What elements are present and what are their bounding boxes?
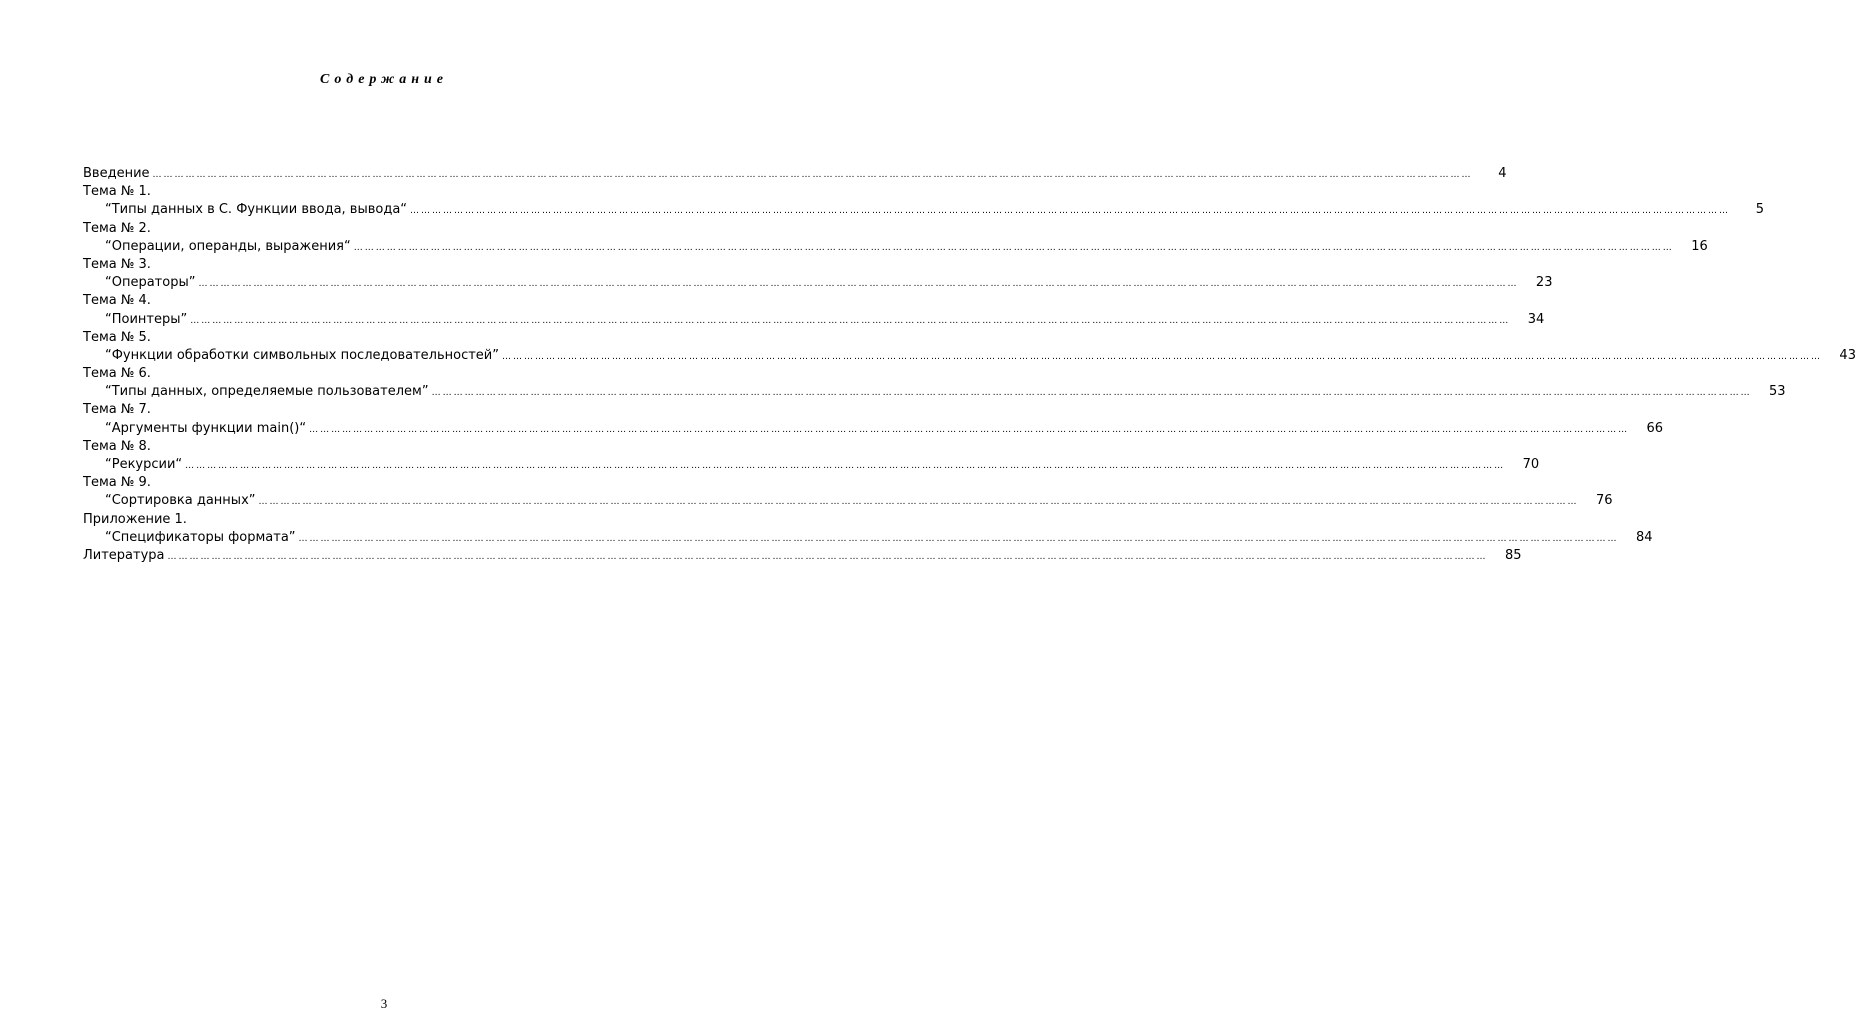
toc-heading-topic3 bbox=[83, 256, 687, 274]
toc-heading-topic8 bbox=[83, 438, 687, 456]
toc-heading-label: Тема № 3. bbox=[83, 256, 151, 272]
toc-heading-topic2 bbox=[83, 220, 687, 238]
toc-heading-topic9 bbox=[83, 474, 687, 492]
toc-page-number: 5 bbox=[1755, 202, 1765, 218]
toc-heading-appendix1 bbox=[83, 511, 687, 529]
toc-page-number: 76 bbox=[1595, 493, 1613, 509]
toc-entry-label: “Спецификаторы формата” bbox=[105, 529, 296, 545]
dot-leader: ……………………………………………………………………………………………………………………………………………………………………………………………………………………………………………………………………………………………………………………………… bbox=[298, 533, 1619, 544]
toc-heading-label: Тема № 5. bbox=[83, 329, 151, 345]
dot-leader: ……………………………………………………………………………………………………………………………………………………………………………………………………………………………………………………………………………………………………………………………… bbox=[410, 206, 1731, 217]
toc-entry-label: Введение bbox=[83, 166, 150, 181]
toc-entry-label: Литература bbox=[83, 547, 165, 563]
dot-leader: ……………………………………………………………………………………………………………………………………………………………………………………………………………………………………………………………………………………………………………………………… bbox=[309, 424, 1630, 435]
toc-heading-label: Тема № 1. bbox=[83, 184, 151, 200]
toc-heading-label: Тема № 6. bbox=[83, 366, 151, 382]
toc-entry-appendix1 bbox=[83, 529, 1653, 547]
toc-entry-topic9 bbox=[83, 492, 1613, 510]
dot-leader: ……………………………………………………………………………………………………………………………………………………………………………………………………………………………………………………………………………………………………………………………… bbox=[152, 170, 1473, 180]
toc-heading-label: Тема № 2. bbox=[83, 220, 151, 236]
toc-entry-label: “Операции, операнды, выражения“ bbox=[105, 238, 351, 254]
dot-leader: ……………………………………………………………………………………………………………………………………………………………………………………………………………………………………………………………………………………………………………………………… bbox=[198, 279, 1519, 290]
toc-entry-topic6 bbox=[83, 383, 1786, 401]
toc-entry-label: “Типы данных, определяемые пользователем” bbox=[105, 384, 429, 400]
toc-heading-label: Тема № 9. bbox=[83, 475, 151, 491]
toc-page-number: 23 bbox=[1535, 275, 1553, 291]
dot-leader: ……………………………………………………………………………………………………………………………………………………………………………………………………………………………………………………………………………………………………………………………… bbox=[258, 497, 1579, 508]
toc-page-number: 70 bbox=[1522, 457, 1540, 472]
toc-page-number: 34 bbox=[1527, 311, 1545, 327]
dot-leader: ……………………………………………………………………………………………………………………………………………………………………………………………………………………………………………………………………………………………………………………………… bbox=[353, 242, 1674, 253]
toc-page-number: 85 bbox=[1504, 547, 1522, 563]
toc-page-number: 16 bbox=[1691, 238, 1708, 254]
toc-page-number: 66 bbox=[1646, 420, 1664, 436]
toc-page-number: 53 bbox=[1769, 384, 1786, 400]
toc-entry-label: “Поинтеры” bbox=[105, 311, 188, 327]
page-title: Содержание bbox=[320, 72, 448, 87]
toc-heading-topic6 bbox=[83, 365, 687, 383]
dot-leader: ……………………………………………………………………………………………………………………………………………………………………………………………………………………………………………………………………………………………………………………………… bbox=[501, 351, 1822, 362]
dot-leader: ……………………………………………………………………………………………………………………………………………………………………………………………………………………………………………………………………………………………………………………………… bbox=[190, 315, 1511, 326]
toc-entry-label: “Функции обработки символьных последовательностей” bbox=[105, 347, 499, 363]
toc-heading-label: Приложение 1. bbox=[83, 511, 187, 527]
toc-entry-topic2 bbox=[83, 238, 1708, 256]
dot-leader: ……………………………………………………………………………………………………………………………………………………………………………………………………………………………………………………………………………………………………………………………… bbox=[185, 461, 1506, 471]
page-number: 3 bbox=[380, 996, 388, 1011]
toc-entry-topic5 bbox=[83, 347, 1856, 365]
toc-entry-literature bbox=[83, 547, 1522, 565]
dot-leader: ……………………………………………………………………………………………………………………………………………………………………………………………………………………………………………………………………………………………………………………………… bbox=[167, 551, 1488, 562]
toc-entry-label: “Типы данных в С. Функции ввода, вывода“ bbox=[105, 202, 408, 218]
toc-heading-label: Тема № 8. bbox=[83, 438, 151, 454]
table-of-contents bbox=[83, 165, 1856, 565]
toc-page-number: 84 bbox=[1635, 529, 1653, 545]
toc-heading-label: Тема № 7. bbox=[83, 402, 151, 418]
toc-heading-topic7 bbox=[83, 401, 687, 419]
toc-entry-label: “Сортировка данных” bbox=[105, 493, 256, 509]
toc-heading-label: Тема № 4. bbox=[83, 293, 151, 309]
toc-page-number: 43 bbox=[1839, 347, 1856, 363]
toc-entry-label: “Операторы” bbox=[105, 275, 196, 291]
toc-entry-topic8 bbox=[83, 456, 1540, 474]
toc-entry-intro bbox=[83, 165, 1507, 183]
toc-heading-topic1 bbox=[83, 183, 687, 201]
dot-leader: ……………………………………………………………………………………………………………………………………………………………………………………………………………………………………………………………………………………………………………………………… bbox=[431, 388, 1752, 399]
toc-heading-topic5 bbox=[83, 329, 687, 347]
toc-page-number: 4 bbox=[1498, 166, 1507, 181]
toc-entry-label: “Аргументы функции main()“ bbox=[105, 420, 307, 436]
toc-entry-label: “Рекурсии“ bbox=[105, 457, 183, 472]
toc-entry-topic3 bbox=[83, 274, 1553, 292]
toc-entry-topic7 bbox=[83, 420, 1664, 438]
toc-entry-topic1 bbox=[83, 201, 1765, 219]
toc-heading-topic4 bbox=[83, 292, 687, 310]
toc-entry-topic4 bbox=[83, 311, 1545, 329]
